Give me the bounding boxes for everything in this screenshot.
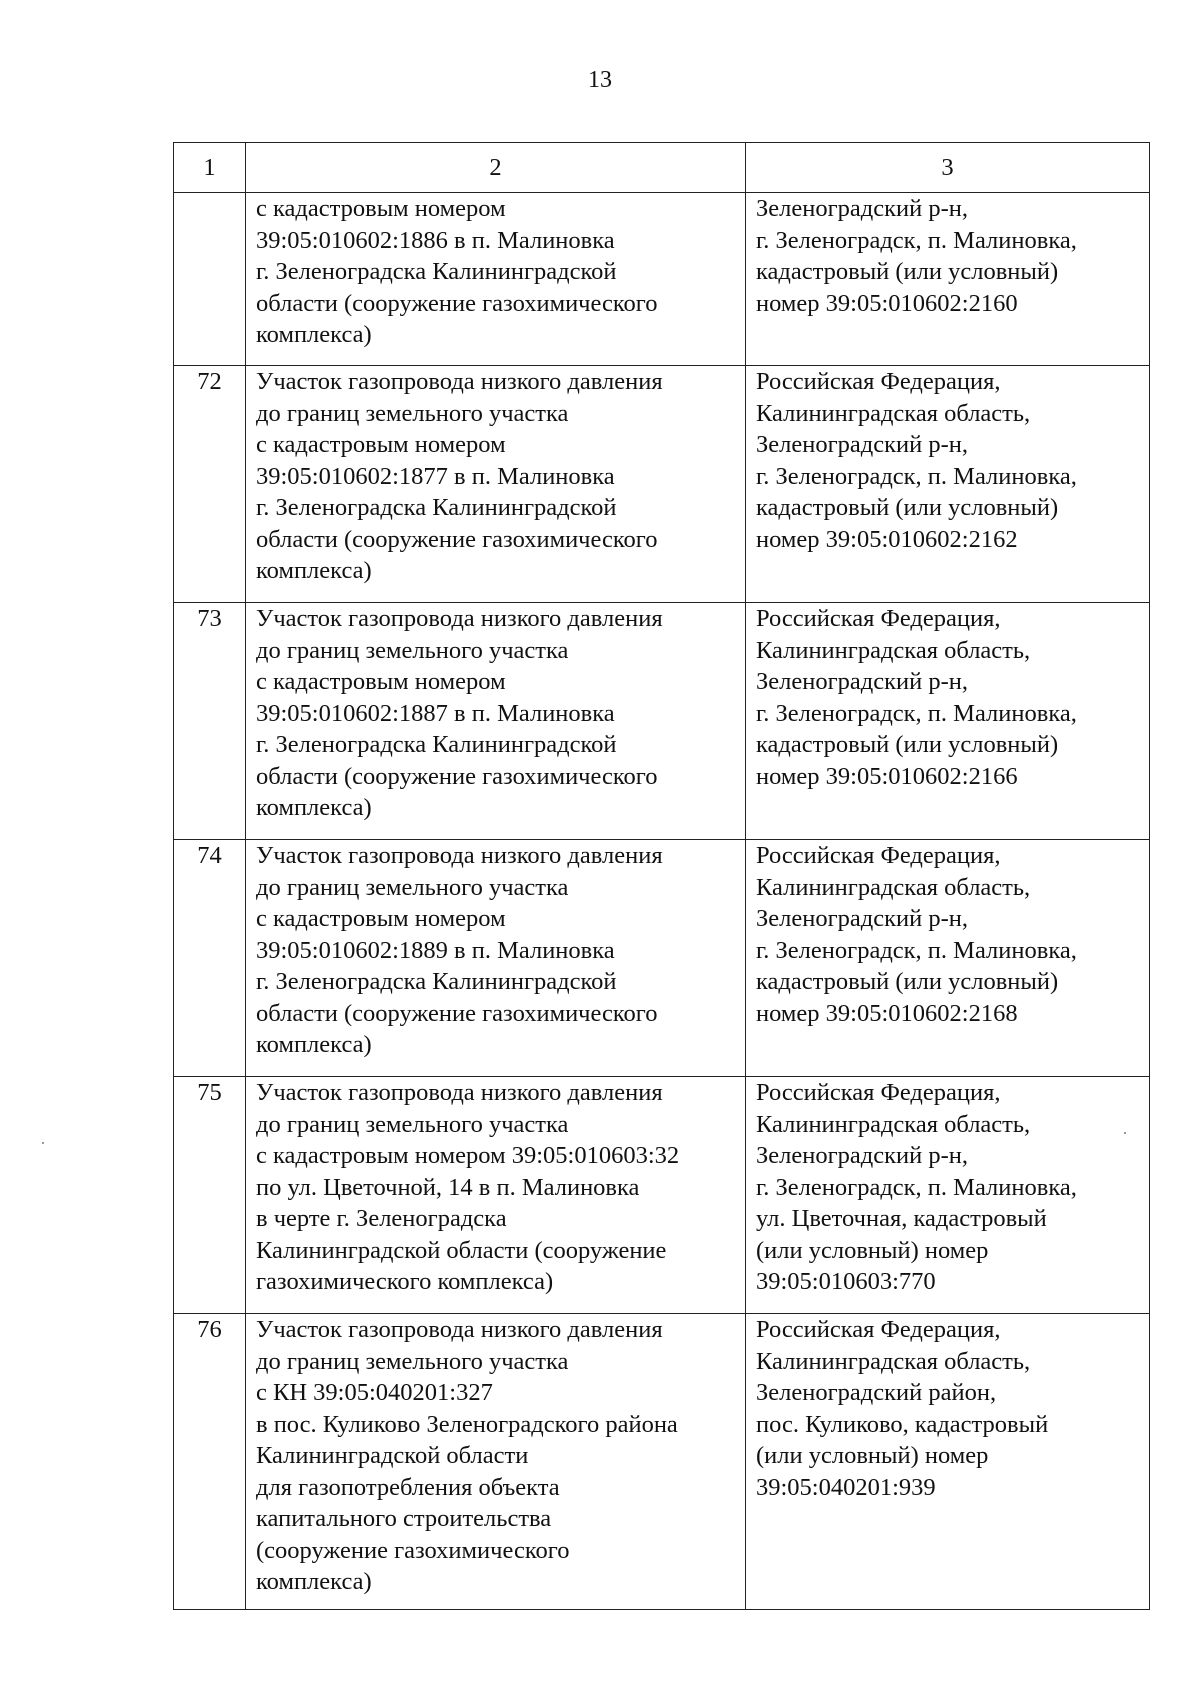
table-row bbox=[174, 366, 1150, 603]
row-number: 74 bbox=[174, 840, 246, 1077]
table-row bbox=[174, 840, 1150, 1077]
table-body bbox=[174, 193, 1150, 1610]
register-table bbox=[173, 142, 1150, 1610]
table-row bbox=[174, 1314, 1150, 1610]
row-number bbox=[174, 193, 246, 366]
scan-artifact bbox=[1124, 1132, 1126, 1134]
column-header-location: 3 bbox=[746, 143, 1150, 193]
object-location: Зеленоградский р-н, г. Зеленоградск, п. Малиновка, кадастровый (или условный) номер 39:05:010602:2160 bbox=[746, 193, 1150, 366]
object-location: Российская Федерация, Калининградская область, Зеленоградский р-н, г. Зеленоградск, п. Малиновка, кадастровый (или условный) номер 39:05:010602:2168 bbox=[746, 840, 1150, 1077]
object-description: Участок газопровода низкого давления до границ земельного участка с кадастровым номером 39:05:010602:1887 в п. Малиновка г. Зеленоградска Калининградской области (сооружение газохимического комплекса) bbox=[246, 603, 746, 840]
object-location: Российская Федерация, Калининградская область, Зеленоградский р-н, г. Зеленоградск, п. Малиновка, кадастровый (или условный) номер 39:05:010602:2166 bbox=[746, 603, 1150, 840]
object-description: Участок газопровода низкого давления до границ земельного участка с кадастровым номером 39:05:010603:32 по ул. Цветочной, 14 в п. Малиновка в черте г. Зеленоградска Калининградской области (сооружение газохимического комплекса) bbox=[246, 1077, 746, 1314]
column-header-number: 1 bbox=[174, 143, 246, 193]
table-row bbox=[174, 603, 1150, 840]
object-location: Российская Федерация, Калининградская область, Зеленоградский район, пос. Куликово, кадастровый (или условный) номер 39:05:040201:939 bbox=[746, 1314, 1150, 1610]
page-number: 13 bbox=[588, 67, 612, 93]
row-number: 73 bbox=[174, 603, 246, 840]
table-header bbox=[174, 143, 1150, 193]
table-row bbox=[174, 1077, 1150, 1314]
object-description: Участок газопровода низкого давления до границ земельного участка с кадастровым номером 39:05:010602:1877 в п. Малиновка г. Зеленоградска Калининградской области (сооружение газохимического комплекса) bbox=[246, 366, 746, 603]
table-row bbox=[174, 193, 1150, 366]
object-location: Российская Федерация, Калининградская область, Зеленоградский р-н, г. Зеленоградск, п. Малиновка, кадастровый (или условный) номер 39:05:010602:2162 bbox=[746, 366, 1150, 603]
row-number: 75 bbox=[174, 1077, 246, 1314]
object-description: Участок газопровода низкого давления до границ земельного участка с КН 39:05:040201:327 в пос. Куликово Зеленоградского района Калининградской области для газопотребления объекта капитального строительства (сооружение газохимического комплекса) bbox=[246, 1314, 746, 1610]
row-number: 76 bbox=[174, 1314, 246, 1610]
row-number: 72 bbox=[174, 366, 246, 603]
object-description: Участок газопровода низкого давления до границ земельного участка с кадастровым номером 39:05:010602:1889 в п. Малиновка г. Зеленоградска Калининградской области (сооружение газохимического комплекса) bbox=[246, 840, 746, 1077]
object-location: Российская Федерация, Калининградская область, Зеленоградский р-н, г. Зеленоградск, п. Малиновка, ул. Цветочная, кадастровый (или условный) номер 39:05:010603:770 bbox=[746, 1077, 1150, 1314]
scan-artifact bbox=[42, 1142, 44, 1144]
object-description: с кадастровым номером 39:05:010602:1886 в п. Малиновка г. Зеленоградска Калининградской области (сооружение газохимического комплекса) bbox=[246, 193, 746, 366]
column-header-object: 2 bbox=[246, 143, 746, 193]
header-row bbox=[174, 143, 1150, 193]
